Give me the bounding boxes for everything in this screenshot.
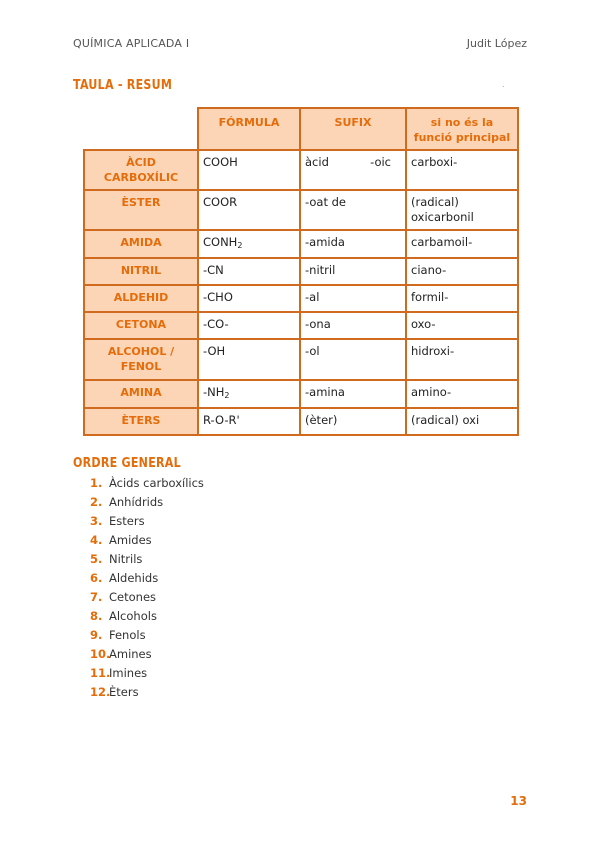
table-header-row [84,108,518,150]
formula-cell [198,380,300,408]
table-row [84,408,518,435]
alternative-cell: hidroxi- [406,339,518,380]
list-text: Èters [109,685,139,699]
list-text: Fenols [109,628,146,642]
sufix-cell [300,150,406,190]
list-number: 1. [90,476,103,490]
list-item [90,550,204,569]
page-number: 13 [510,794,527,808]
running-header-course: QUÍMICA APLICADA I [73,37,190,50]
table-row [84,339,518,380]
list-number: 7. [90,590,103,604]
formula-cell: -CHO [198,285,300,312]
alternative-cell: (radical) oxicarbonil [406,190,518,230]
alternative-cell: formil- [406,285,518,312]
function-name: NITRIL [84,258,198,285]
function-name: ÈTERS [84,408,198,435]
function-name: AMIDA [84,230,198,258]
alternative-cell: carbamoil- [406,230,518,258]
list-number: 9. [90,628,103,642]
list-text: Aldehids [109,571,159,585]
section-title-ordre-general: ORDRE GENERAL [73,455,181,471]
list-number: 11. [90,666,111,680]
sufix-cell: -amida [300,230,406,258]
list-item [90,531,204,550]
alternative-cell: (radical) oxi [406,408,518,435]
table-row [84,258,518,285]
function-name: ALCOHOL / FENOL [84,339,198,380]
list-item [90,626,204,645]
list-item [90,588,204,607]
list-item [90,474,204,493]
alternative-cell: carboxi- [406,150,518,190]
formula-cell [198,230,300,258]
list-number: 12. [90,685,111,699]
sufix-cell: -nitril [300,258,406,285]
list-number: 8. [90,609,103,623]
section-title-taula-resum: TAULA - RESUM [73,77,173,93]
sufix-cell: -ona [300,312,406,339]
formula-text: CONH [203,235,238,249]
list-text: Nitrils [109,552,143,566]
list-item [90,683,204,702]
function-name: ALDEHID [84,285,198,312]
list-text: Cetones [109,590,157,604]
formula-cell: -OH [198,339,300,380]
formula-subscript: 2 [224,391,230,400]
list-text: Amines [109,647,152,661]
list-text: Anhídrids [109,495,164,509]
list-number: 4. [90,533,103,547]
alternative-cell: amino- [406,380,518,408]
function-name: ÀCID CARBOXÍLIC [84,150,198,190]
list-item [90,607,204,626]
function-name: AMINA [84,380,198,408]
column-header-formula: FÓRMULA [198,108,300,150]
table-row [84,230,518,258]
list-number: 6. [90,571,103,585]
list-item [90,512,204,531]
running-header-author: Judit López [466,37,527,50]
function-name: ÈSTER [84,190,198,230]
priority-list [90,474,204,702]
formula-subscript: 2 [237,241,243,250]
table-row [84,285,518,312]
column-header-sufix: SUFIX [300,108,406,150]
sufix-prefix: àcid [305,155,329,169]
formula-cell: -CN [198,258,300,285]
list-item [90,493,204,512]
list-item [90,645,204,664]
list-item [90,569,204,588]
list-number: 2. [90,495,103,509]
table-corner [84,108,198,150]
list-item [90,664,204,683]
sufix-cell: -al [300,285,406,312]
summary-table [83,107,519,436]
list-number: 3. [90,514,103,528]
list-text: Amides [109,533,152,547]
sufix-cell: -oat de [300,190,406,230]
sufix-cell: -ol [300,339,406,380]
formula-cell: COOR [198,190,300,230]
list-text: Àcids carboxílics [109,476,204,490]
table-row [84,312,518,339]
alternative-cell: oxo- [406,312,518,339]
formula-cell: R-O-R' [198,408,300,435]
alternative-cell: ciano- [406,258,518,285]
list-number: 10. [90,647,111,661]
formula-cell: -CO- [198,312,300,339]
formula-text: -NH [203,385,225,399]
sufix-cell: -amina [300,380,406,408]
table-row [84,150,518,190]
list-text: Esters [109,514,145,528]
sufix-cell: (èter) [300,408,406,435]
formula-cell: COOH [198,150,300,190]
stray-mark: . [502,80,505,89]
sufix-ending: -oic [370,155,391,169]
table-row [84,380,518,408]
list-text: Alcohols [109,609,157,623]
list-text: Imines [109,666,148,680]
list-number: 5. [90,552,103,566]
table-row [84,190,518,230]
function-name: CETONA [84,312,198,339]
column-header-alternative: si no és la funció principal [406,108,518,150]
